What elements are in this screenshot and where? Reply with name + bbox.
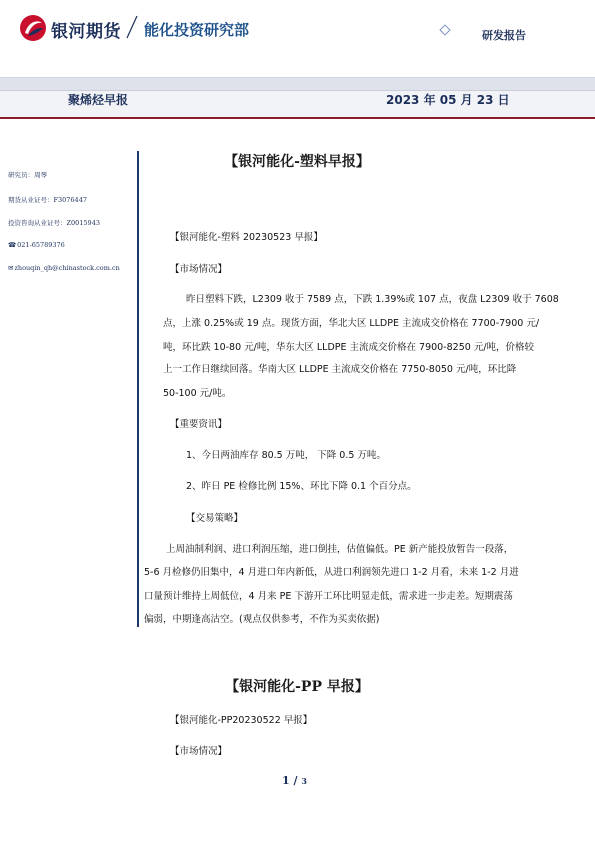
plastic-market-line-3: 吨，环比跌 10-80 元/吨，华东大区 LLDPE 主流成交价格在 7900-8250 元/吨，价格较	[163, 342, 535, 353]
plastic-strategy-line-4: 偏弱，中期逢高沽空。(观点仅供参考，不作为买卖依据)	[144, 614, 380, 625]
futures-cert: 期货从业证号：F3076447	[8, 196, 87, 204]
pp-market-heading: 【市场情况】	[170, 746, 228, 757]
plastic-strategy-line-3: 口量预计维持上周低位，4 月来 PE 下游开工环比明显走低，需求进一步走差。短期震荡	[144, 591, 513, 602]
plastic-strategy-heading: 【交易策略】	[186, 513, 244, 524]
plastic-market-line-4: 上一工作日继续回落。华南大区 LLDPE 主流成交价格在 7750-8050 元/吨，环比降	[163, 364, 517, 375]
plastic-market-line-1: 昨日塑料下跌，L2309 收于 7589 点，下跌 1.39%或 107 点，夜盘 L2309 收于 7608	[186, 294, 559, 305]
divider-slash	[124, 14, 140, 40]
email-address: zhouqin_qh@chinastock.com.cn	[14, 264, 120, 272]
plastic-market-line-2: 点，上涨 0.25%或 19 点。现货方面，华北大区 LLDPE 主流成交价格在 7700-7900 元/	[163, 318, 540, 329]
report-type-label: 研发报告	[482, 29, 526, 42]
report-date: 2023 年 05 月 23 日	[386, 93, 510, 107]
plastic-news-heading: 【重要资讯】	[170, 419, 228, 430]
invest-cert: 投资咨询从业证号：Z0015943	[8, 219, 100, 227]
page-total: 3	[301, 776, 307, 786]
page-separator: /	[293, 774, 298, 787]
section-title-pp	[0, 676, 595, 696]
header-rule	[0, 117, 595, 119]
plastic-market-heading: 【市场情况】	[170, 264, 228, 275]
sidebar-divider	[137, 151, 139, 627]
galaxy-logo-icon	[19, 14, 47, 42]
plastic-strategy-line-2: 5-6 月检修仍旧集中，4 月进口年内新低，从进口利润领先进口 1-2 月看，未来 1-2 月进	[144, 567, 519, 578]
plastic-subtitle: 【银河能化-塑料 20230523 早报】	[170, 232, 323, 243]
phone-icon: ☎	[8, 241, 17, 249]
page-current: 1	[282, 774, 290, 787]
band-stripe	[0, 78, 595, 90]
section-title-plastic-text: 【银河能化-塑料早报】	[224, 154, 370, 170]
plastic-news-item-1: 1、今日两油库存 80.5 万吨， 下降 0.5 万吨。	[186, 450, 386, 461]
department-name: 能化投资研究部	[144, 21, 250, 39]
plastic-strategy-line-1: 上周油制利润、进口利润压缩，进口倒挂，估值偏低。PE 新产能投放暂告一段落，	[166, 544, 514, 555]
phone-line	[8, 241, 65, 249]
plastic-market-line-5: 50-100 元/吨。	[163, 388, 232, 399]
mail-icon: ✉	[8, 264, 14, 272]
pp-subtitle: 【银河能化-PP20230522 早报】	[170, 715, 313, 726]
section-title-pp-text: 【银河能化-PP 早报】	[225, 679, 369, 695]
diamond-icon	[439, 24, 450, 35]
phone-number: 021-65789376	[17, 241, 65, 249]
email-line	[8, 264, 120, 272]
section-title-plastic	[0, 151, 595, 171]
report-title: 聚烯烃早报	[68, 93, 129, 107]
report-header	[0, 0, 595, 118]
plastic-news-item-2: 2、昨日 PE 检修比例 15%、环比下降 0.1 个百分点。	[186, 481, 417, 492]
analyst-name: 研究员：周琴	[8, 171, 47, 179]
page-number	[282, 774, 307, 787]
brand-name: 银河期货	[51, 22, 121, 42]
